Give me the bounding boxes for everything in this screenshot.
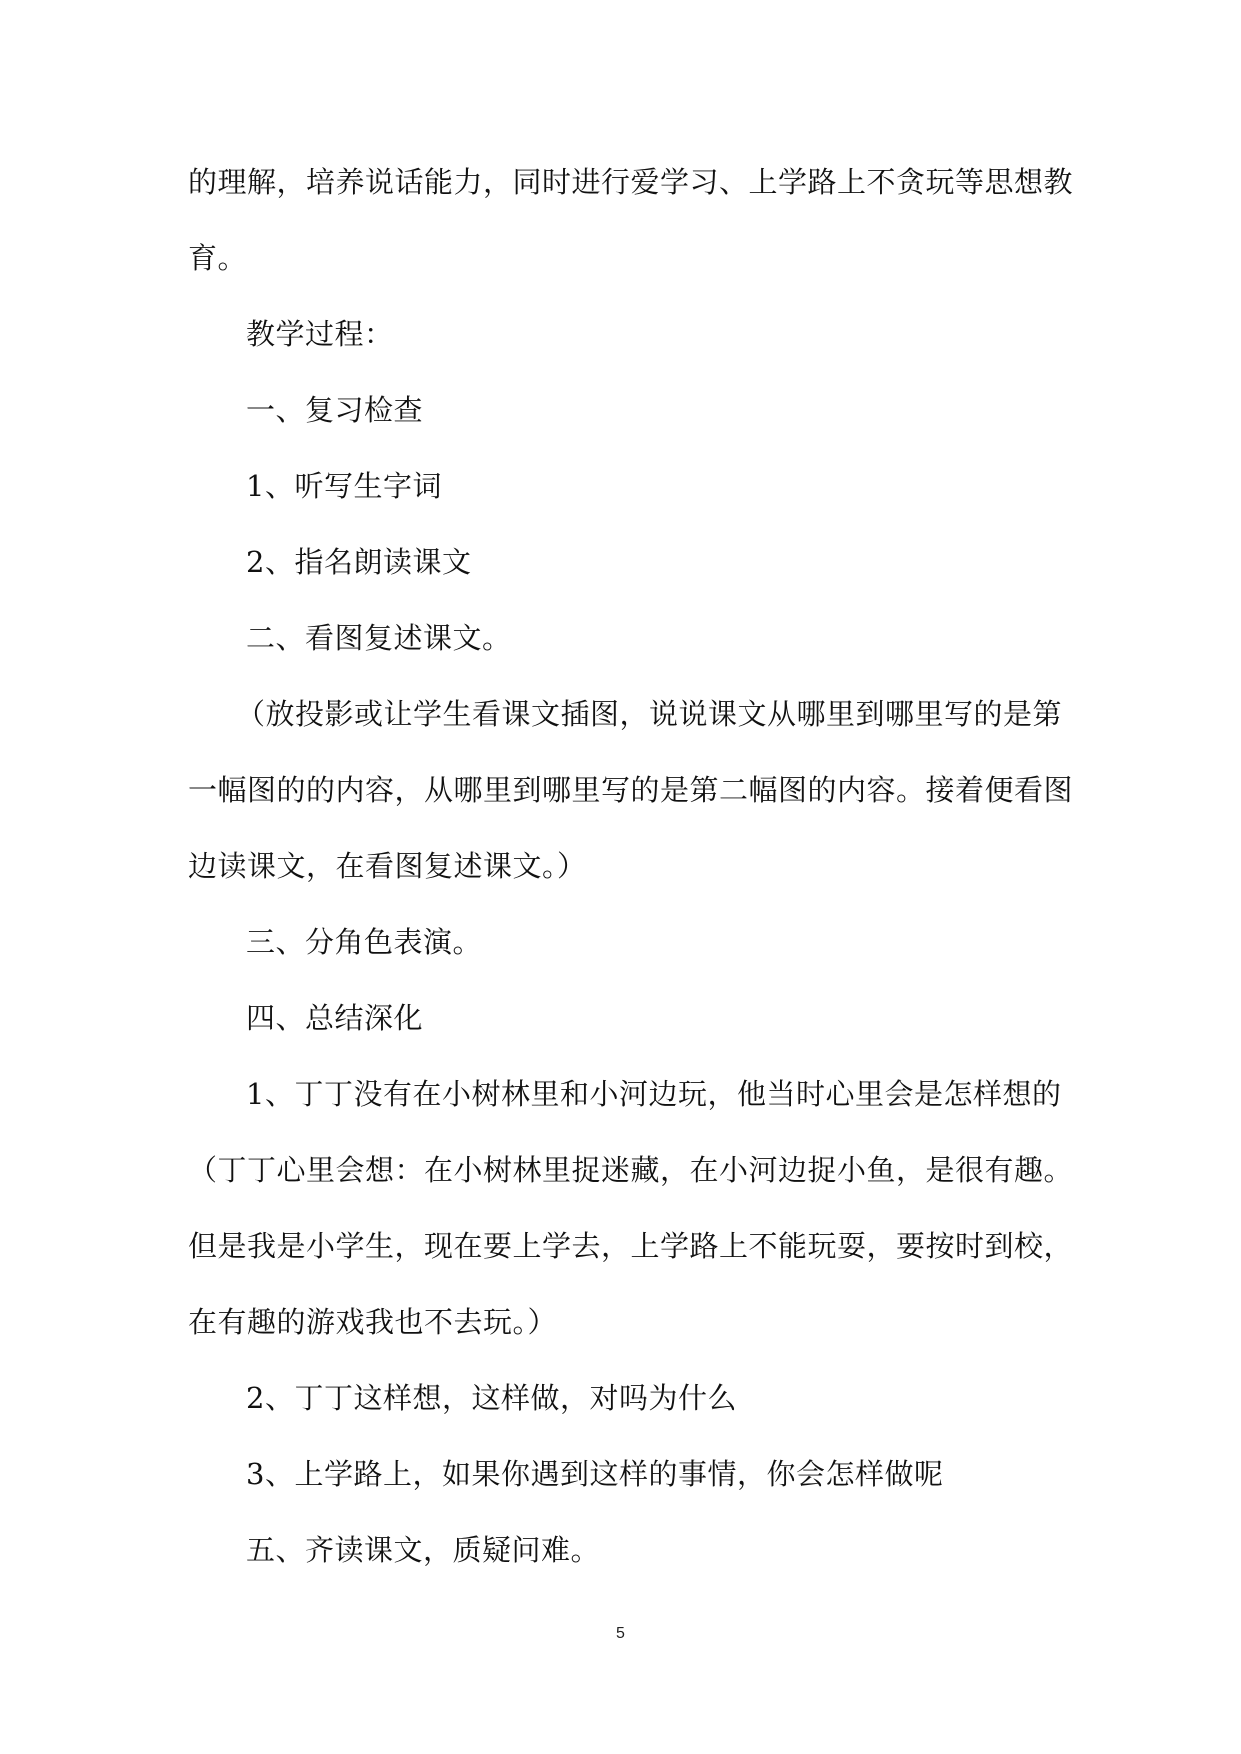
paragraph-line: （丁丁心里会想：在小树林里捉迷藏，在小河边捉小鱼，是很有趣。 bbox=[188, 1153, 1074, 1187]
paragraph-line: 在有趣的游戏我也不去玩。） bbox=[188, 1305, 558, 1339]
paragraph-line: 一幅图的的内容，从哪里到哪里写的是第二幅图的内容。接着便看图 bbox=[188, 773, 1074, 807]
section-heading: 五、齐读课文，质疑问难。 bbox=[246, 1533, 601, 1567]
list-item: 1、丁丁没有在小树林里和小河边玩，他当时心里会是怎样想的 bbox=[246, 1077, 1062, 1111]
list-item: 2、丁丁这样想，这样做，对吗为什么 bbox=[246, 1381, 737, 1415]
paragraph-line: 育。 bbox=[188, 241, 248, 275]
paragraph-line: （放投影或让学生看课文插图，说说课文从哪里到哪里写的是第 bbox=[236, 697, 1063, 731]
paragraph-line: 但是我是小学生，现在要上学去，上学路上不能玩耍，要按时到校， bbox=[188, 1229, 1074, 1263]
list-item: 2、指名朗读课文 bbox=[246, 545, 472, 579]
section-heading: 二、看图复述课文。 bbox=[246, 621, 512, 655]
paragraph-line: 的理解，培养说话能力，同时进行爱学习、上学路上不贪玩等思想教 bbox=[188, 165, 1074, 199]
section-heading: 教学过程： bbox=[246, 317, 394, 351]
list-item: 1、听写生字词 bbox=[246, 469, 442, 503]
paragraph-line: 边读课文，在看图复述课文。） bbox=[188, 849, 587, 883]
page-number: 5 bbox=[616, 1625, 625, 1642]
document-body bbox=[188, 144, 1074, 1588]
list-item: 3、上学路上，如果你遇到这样的事情，你会怎样做呢 bbox=[246, 1457, 944, 1491]
section-heading: 四、总结深化 bbox=[246, 1001, 424, 1035]
section-heading: 三、分角色表演。 bbox=[246, 925, 483, 959]
section-heading: 一、复习检查 bbox=[246, 393, 424, 427]
